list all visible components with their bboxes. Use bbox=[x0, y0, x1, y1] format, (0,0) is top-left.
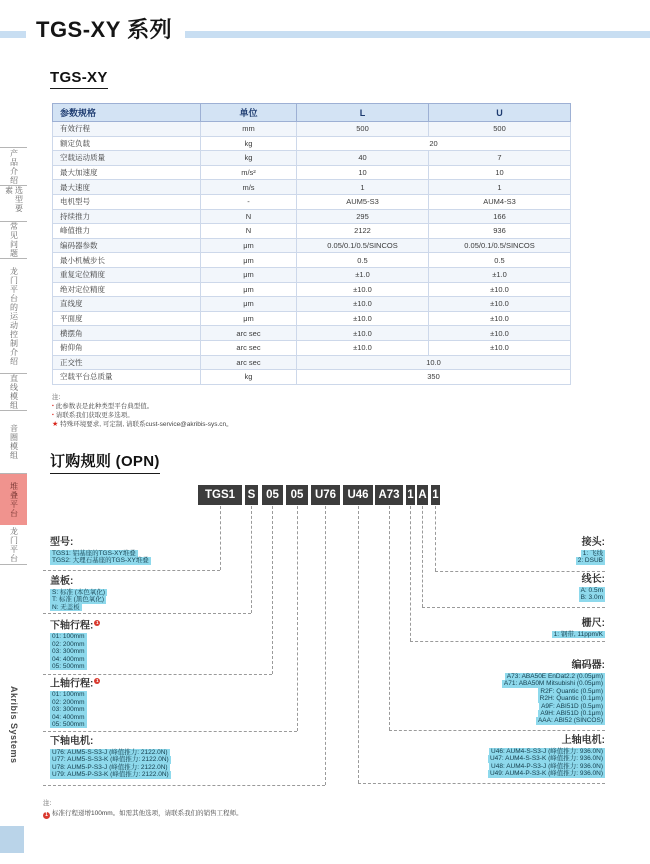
callout-option-row bbox=[579, 587, 605, 594]
spec-col-header: 单位 bbox=[201, 104, 297, 122]
table-cell: 0.5 bbox=[429, 253, 571, 268]
table-cell: μm bbox=[201, 253, 297, 268]
table-cell: ±10.0 bbox=[297, 297, 429, 312]
callout-option: U47: AUM4-S-S3-K (峰值推力: 936.0N) bbox=[489, 755, 603, 763]
connector-line bbox=[358, 783, 605, 784]
spec-col-header: 参数规格 bbox=[53, 104, 201, 122]
table-cell: 最小机械步长 bbox=[53, 253, 201, 268]
callout-option-row bbox=[502, 703, 605, 710]
table-row bbox=[53, 297, 571, 312]
table-cell: mm bbox=[201, 122, 297, 137]
table-cell: 重复定位精度 bbox=[53, 267, 201, 282]
order-code-box: A bbox=[417, 485, 428, 505]
callout-option-row bbox=[502, 695, 605, 702]
table-cell: 936 bbox=[429, 224, 571, 239]
table-cell: AUM4-S3 bbox=[429, 194, 571, 209]
table-cell: arc sec bbox=[201, 326, 297, 341]
callout-option: 02: 200mm bbox=[52, 640, 85, 648]
sidebar-item[interactable]: 堆叠平台 bbox=[0, 473, 27, 525]
callout-option: 04: 400mm bbox=[52, 655, 85, 663]
callout-option: U49: AUM4-P-S3-K (峰值推力: 936.0N) bbox=[489, 770, 603, 778]
table-cell: kg bbox=[201, 151, 297, 166]
callout-upper-motor bbox=[488, 735, 605, 778]
connector-line bbox=[435, 571, 605, 572]
callout-option-row bbox=[488, 770, 605, 777]
table-cell: kg bbox=[201, 136, 297, 151]
connector-line bbox=[389, 506, 390, 730]
table-cell: 电机型号 bbox=[53, 194, 201, 209]
table-cell: AUM5-S3 bbox=[297, 194, 429, 209]
table-cell: 直线度 bbox=[53, 297, 201, 312]
callout-cover bbox=[50, 576, 107, 611]
table-cell: 295 bbox=[297, 209, 429, 224]
callout-option: 02: 200mm bbox=[52, 698, 85, 706]
callout-option: R2H: Quantic (0.1μm) bbox=[539, 695, 603, 703]
model-heading: TGS-XY bbox=[50, 69, 108, 89]
table-cell: 40 bbox=[297, 151, 429, 166]
callout-option: A9F: ABI51D (0.5μm) bbox=[541, 702, 603, 710]
table-cell: 额定负载 bbox=[53, 136, 201, 151]
spec-table bbox=[52, 103, 571, 385]
table-note-line bbox=[52, 420, 233, 429]
callout-option: A71: ABA50M Mitsubishi (0.05μm) bbox=[503, 680, 603, 688]
callout-option-row bbox=[50, 557, 151, 564]
callout-label: 上轴电机: bbox=[561, 735, 605, 746]
table-cell: 空载运动质量 bbox=[53, 151, 201, 166]
order-code-box: 1 bbox=[431, 485, 440, 505]
table-row bbox=[53, 238, 571, 253]
callout-option-row bbox=[576, 557, 605, 564]
callout-option-row bbox=[50, 706, 100, 713]
opn-footer-note bbox=[43, 799, 243, 819]
table-row bbox=[53, 326, 571, 341]
callout-lower-motor bbox=[50, 736, 171, 779]
table-cell: 有效行程 bbox=[53, 122, 201, 137]
table-cell: 10 bbox=[429, 165, 571, 180]
opn-footer-note-prefix: 注: bbox=[43, 800, 52, 807]
table-notes bbox=[52, 393, 233, 429]
note-marker: ★ bbox=[52, 421, 59, 428]
callout-option-row bbox=[502, 688, 605, 695]
callout-label: 编码器: bbox=[571, 660, 605, 671]
callout-note-badge: 1 bbox=[96, 620, 99, 625]
spec-table-body bbox=[53, 122, 571, 385]
callout-label: 盖板: bbox=[50, 576, 74, 587]
callout-option: A9H: ABI51D (0.1μm) bbox=[540, 710, 603, 718]
table-row bbox=[53, 194, 571, 209]
connector-line bbox=[410, 506, 411, 641]
table-cell: 0.05/0.1/0.5/SINCOS bbox=[429, 238, 571, 253]
callout-label: 下轴行程: 1 bbox=[50, 620, 99, 632]
connector-line bbox=[325, 506, 326, 785]
callout-scale bbox=[552, 618, 605, 638]
note-marker: ▪ bbox=[52, 412, 54, 418]
callout-option: B: 3.0m bbox=[580, 594, 603, 602]
table-cell: 500 bbox=[429, 122, 571, 137]
sidebar-item[interactable]: 产品介绍 bbox=[0, 147, 27, 185]
table-cell: kg bbox=[201, 370, 297, 385]
table-cell: 1 bbox=[429, 180, 571, 195]
table-cell: 俯仰角 bbox=[53, 340, 201, 355]
callout-option-row bbox=[50, 699, 100, 706]
callout-option: 05: 500mm bbox=[52, 720, 85, 728]
connector-line bbox=[220, 506, 221, 570]
table-row bbox=[53, 253, 571, 268]
callout-option: A73: ABA50E EnDat2.2 (0.05μm) bbox=[506, 673, 603, 680]
callout-option-row bbox=[502, 673, 605, 680]
table-cell: N bbox=[201, 209, 297, 224]
callout-option: A: 0.5m bbox=[580, 587, 603, 594]
callout-option: U46: AUM4-S-S3-J (峰值推力: 936.0N) bbox=[491, 748, 603, 755]
table-cell: m/s bbox=[201, 180, 297, 195]
callout-option-row bbox=[50, 633, 100, 640]
table-cell: 编码器参数 bbox=[53, 238, 201, 253]
table-cell: 500 bbox=[297, 122, 429, 137]
callout-option: 01: 100mm bbox=[52, 691, 85, 699]
callout-option-row bbox=[50, 771, 171, 778]
table-cell: 20 bbox=[297, 136, 571, 151]
table-cell: 1 bbox=[297, 180, 429, 195]
order-code-box: TGS1 bbox=[198, 485, 242, 505]
table-cell: m/s² bbox=[201, 165, 297, 180]
table-cell: μm bbox=[201, 297, 297, 312]
callout-label: 型号: bbox=[50, 537, 74, 548]
callout-option: 03: 300mm bbox=[52, 706, 85, 714]
order-code-box: A73 bbox=[375, 485, 403, 505]
callout-connector bbox=[576, 537, 605, 565]
sidebar-item[interactable]: 直线模组 bbox=[0, 373, 27, 410]
callout-option: S: 标准 (本色氧化) bbox=[52, 589, 106, 596]
table-cell: ±1.0 bbox=[297, 267, 429, 282]
callout-option-row bbox=[50, 691, 100, 698]
opn-footer-note-line bbox=[43, 809, 243, 819]
table-note-line bbox=[52, 402, 233, 411]
callout-label: 下轴电机: bbox=[50, 736, 94, 747]
sidebar-item[interactable]: 音圈模组 bbox=[0, 410, 27, 473]
table-cell: 最大速度 bbox=[53, 180, 201, 195]
table-cell: ±10.0 bbox=[429, 297, 571, 312]
callout-model bbox=[50, 537, 151, 565]
connector-line bbox=[435, 506, 436, 571]
table-cell: ±10.0 bbox=[429, 311, 571, 326]
table-cell: 持续推力 bbox=[53, 209, 201, 224]
opn-footer-note-text: 标准行程递增100mm。如需其他选项，请联系我们的销售工程师。 bbox=[52, 810, 243, 817]
table-cell: 166 bbox=[429, 209, 571, 224]
table-row bbox=[53, 180, 571, 195]
table-cell: 2122 bbox=[297, 224, 429, 239]
note-text: 请联系我们获取更多选项。 bbox=[55, 412, 134, 419]
table-row bbox=[53, 165, 571, 180]
table-row bbox=[53, 209, 571, 224]
table-cell: 0.5 bbox=[297, 253, 429, 268]
table-cell: ±10.0 bbox=[297, 311, 429, 326]
callout-option-row bbox=[50, 663, 100, 670]
note-1-badge: 1 bbox=[43, 812, 50, 819]
order-code-box: U76 bbox=[311, 485, 340, 505]
table-row bbox=[53, 370, 571, 385]
table-cell: μm bbox=[201, 311, 297, 326]
callout-option-row bbox=[50, 656, 100, 663]
order-code-box: U46 bbox=[343, 485, 373, 505]
connector-line bbox=[422, 607, 605, 608]
table-cell: μm bbox=[201, 238, 297, 253]
callout-option: U77: AUM5-S-S3-K (峰值推力: 2122.0N) bbox=[52, 756, 169, 764]
callout-option-row bbox=[502, 680, 605, 687]
callout-option: 01: 100mm bbox=[52, 633, 85, 641]
table-cell: 空载平台总质量 bbox=[53, 370, 201, 385]
callout-option-row bbox=[50, 714, 100, 721]
table-row bbox=[53, 136, 571, 151]
spec-col-header: U bbox=[429, 104, 571, 122]
callout-encoder bbox=[502, 660, 605, 725]
callout-option: 03: 300mm bbox=[52, 648, 85, 656]
table-cell: ±1.0 bbox=[429, 267, 571, 282]
callout-option-row bbox=[50, 604, 107, 611]
table-cell: N bbox=[201, 224, 297, 239]
connector-line bbox=[389, 730, 605, 731]
connector-line bbox=[410, 641, 605, 642]
order-code-box: 05 bbox=[286, 485, 308, 505]
callout-option: U78: AUM5-P-S3-J (峰值推力: 2122.0N) bbox=[52, 763, 168, 771]
callout-cable-length bbox=[579, 574, 605, 602]
connector-line bbox=[422, 506, 423, 607]
table-row bbox=[53, 267, 571, 282]
title-bar-right bbox=[185, 31, 650, 38]
table-row bbox=[53, 355, 571, 370]
table-row bbox=[53, 311, 571, 326]
connector-line bbox=[297, 506, 298, 731]
callout-option-row bbox=[50, 721, 100, 728]
table-row bbox=[53, 340, 571, 355]
table-note-line bbox=[52, 411, 233, 420]
opn-heading: 订购规则 (OPN) bbox=[50, 450, 160, 474]
callout-option-row bbox=[579, 594, 605, 601]
table-cell: μm bbox=[201, 267, 297, 282]
order-code-box: 05 bbox=[262, 485, 283, 505]
connector-line bbox=[251, 506, 252, 613]
table-cell: 7 bbox=[429, 151, 571, 166]
table-cell: 最大加速度 bbox=[53, 165, 201, 180]
title-bar-left bbox=[0, 31, 26, 38]
callout-label: 上轴行程: 1 bbox=[50, 678, 99, 690]
callout-option: N: 无盖板 bbox=[52, 603, 80, 611]
table-cell: 横摆角 bbox=[53, 326, 201, 341]
table-cell: arc sec bbox=[201, 355, 297, 370]
sidebar-item[interactable]: 龙门平台 bbox=[0, 525, 27, 565]
table-cell: ±10.0 bbox=[429, 282, 571, 297]
connector-line bbox=[43, 613, 251, 614]
connector-line bbox=[43, 785, 325, 786]
callout-option: U48: AUM4-P-S3-J (峰值推力: 936.0N) bbox=[491, 762, 603, 770]
callout-option-row bbox=[50, 641, 100, 648]
table-cell: 10 bbox=[297, 165, 429, 180]
callout-note-badge: 1 bbox=[96, 678, 99, 683]
callout-option: AAA: ABI52 (SINCOS) bbox=[537, 717, 603, 725]
table-cell: 峰值推力 bbox=[53, 224, 201, 239]
callout-option: TGS2: 大理石基座的TGS-XY堆叠 bbox=[52, 557, 149, 565]
table-cell: 绝对定位精度 bbox=[53, 282, 201, 297]
sidebar-item[interactable]: 龙门平台的运动控制介绍 bbox=[0, 258, 27, 373]
callout-option: 1: 钢带, 11ppm/K bbox=[553, 631, 603, 638]
callout-option: 1: 飞线 bbox=[582, 550, 603, 557]
callout-label: 栅尺: bbox=[581, 618, 605, 629]
callout-option-row bbox=[502, 717, 605, 724]
connector-line bbox=[272, 506, 273, 674]
table-notes-prefix: 注: bbox=[52, 394, 61, 401]
table-cell: 平面度 bbox=[53, 311, 201, 326]
callout-option-row bbox=[502, 710, 605, 717]
callout-option: U76: AUM5-S-S3-J (峰值推力: 2122.0N) bbox=[52, 749, 168, 756]
table-cell: μm bbox=[201, 282, 297, 297]
table-cell: ±10.0 bbox=[429, 340, 571, 355]
corner-decoration-square bbox=[0, 826, 24, 853]
callout-option-row bbox=[576, 550, 605, 557]
sidebar-item[interactable]: 选型要素 bbox=[0, 185, 27, 221]
table-cell: ±10.0 bbox=[429, 326, 571, 341]
table-row bbox=[53, 151, 571, 166]
callout-option-row bbox=[50, 596, 107, 603]
table-cell: ±10.0 bbox=[297, 282, 429, 297]
spec-table-header-row bbox=[53, 104, 571, 122]
order-code-box: S bbox=[245, 485, 258, 505]
table-cell: ±10.0 bbox=[297, 326, 429, 341]
brand-vertical-text: Akribis Systems bbox=[9, 686, 19, 764]
callout-label: 线长: bbox=[581, 574, 605, 585]
callout-label: 接头: bbox=[581, 537, 605, 548]
table-cell: arc sec bbox=[201, 340, 297, 355]
connector-line bbox=[43, 674, 272, 675]
note-text: 此参数表是此种类型平台典型值。 bbox=[55, 403, 154, 410]
table-cell: 0.05/0.1/0.5/SINCOS bbox=[297, 238, 429, 253]
note-text: 特殊环境要求, 可定制, 请联系cust-service@akribis-sys.cn。 bbox=[60, 421, 233, 428]
note-marker: ▪ bbox=[52, 403, 54, 409]
table-row bbox=[53, 122, 571, 137]
sidebar-item[interactable]: 常见问题 bbox=[0, 221, 27, 258]
page-title: TGS-XY 系列 bbox=[36, 17, 173, 42]
callout-option: 2: DSUB bbox=[577, 557, 603, 565]
connector-line bbox=[43, 570, 220, 571]
table-cell: 正交性 bbox=[53, 355, 201, 370]
connector-line bbox=[358, 506, 359, 783]
callout-lower-stroke bbox=[50, 620, 100, 670]
table-cell: 10.0 bbox=[297, 355, 571, 370]
callout-option: U79: AUM5-P-S3-K (峰值推力: 2122.0N) bbox=[52, 771, 169, 779]
callout-option: 05: 500mm bbox=[52, 662, 85, 670]
table-cell: ±10.0 bbox=[297, 340, 429, 355]
callout-upper-stroke bbox=[50, 678, 100, 728]
callout-option-row bbox=[50, 756, 171, 763]
connector-line bbox=[43, 731, 297, 732]
order-code-box: 1 bbox=[406, 485, 415, 505]
table-cell: - bbox=[201, 194, 297, 209]
callout-option-row bbox=[50, 648, 100, 655]
table-row bbox=[53, 224, 571, 239]
callout-option: R2F: Quantic (0.5μm) bbox=[540, 687, 603, 695]
table-cell: 350 bbox=[297, 370, 571, 385]
callout-option-row bbox=[488, 755, 605, 762]
callout-option: TGS1: 铝基座的TGS-XY堆叠 bbox=[52, 550, 136, 557]
table-row bbox=[53, 282, 571, 297]
callout-option: T: 标准 (黑色氧化) bbox=[52, 596, 104, 604]
spec-col-header: L bbox=[297, 104, 429, 122]
callout-option-row bbox=[552, 631, 605, 638]
callout-option: 04: 400mm bbox=[52, 713, 85, 721]
